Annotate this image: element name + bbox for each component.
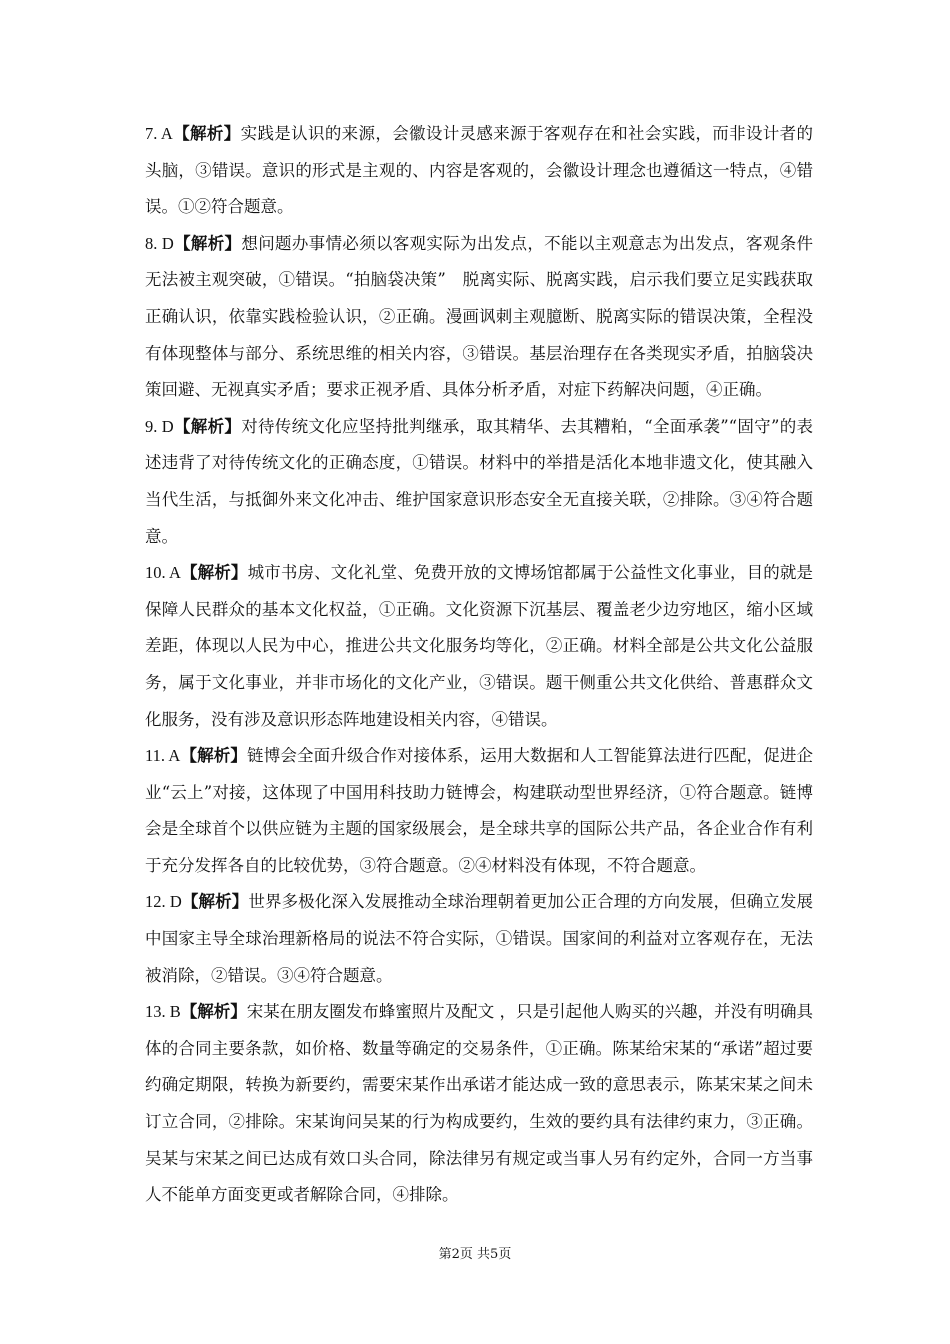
answer-label: 12. D (145, 892, 182, 912)
answer-label: 13. B (145, 1002, 181, 1022)
answer-item-9 (145, 409, 813, 555)
analysis-tag: 【解析】 (180, 1002, 247, 1022)
answer-label: 11. A (145, 746, 181, 766)
analysis-tag: 【解析】 (173, 416, 242, 436)
analysis-tag: 【解析】 (181, 892, 249, 912)
answer-paragraph (145, 884, 813, 994)
analysis-tag: 【解析】 (172, 124, 241, 143)
answer-text: 世界多极化深入发展推动全球治理朝着更加公正合理的方向发展，但确立发展中国家主导全球治理新格局的说法不符合实际，①错误。国家间的利益对立客观存在，无法被消除，②错误。③④符合题意。 (145, 892, 814, 985)
answer-item-12 (145, 884, 813, 994)
answer-label: 8. D (145, 233, 174, 253)
answer-item-11 (145, 738, 813, 884)
answer-label: 7. A (145, 124, 173, 143)
answer-text: 想问题办事情必须以客观实际为出发点，不能以主观意志为出发点，客观条件无法被主观突破，①错误。“拍脑袋决策” 脱离实际、脱离实践，启示我们要立足实践获取正确认识，依靠实践检验认识，②正确。漫画讽刺主观臆断、脱离实际的错误决策，全程没有体现整体与部分、系统思维的相关内容，③错误。基层治理存在各类现实矛盾，拍脑袋决策回避、无视真实矛盾；要求正视矛盾、具体分析矛盾，对症下药解决问题，④正确。 (145, 233, 814, 400)
answer-paragraph (145, 226, 813, 409)
page-footer: 第2页 共5页 (438, 1247, 512, 1262)
analysis-tag: 【解析】 (180, 563, 248, 583)
answer-item-7 (145, 116, 813, 226)
answer-paragraph (145, 409, 813, 555)
analysis-tag: 【解析】 (180, 746, 248, 766)
answer-label: 10. A (145, 563, 181, 583)
answer-item-10 (145, 555, 813, 738)
answer-paragraph (145, 994, 813, 1214)
answer-text: 实践是认识的来源，会徽设计灵感来源于客观存在和社会实践，而非设计者的头脑，③错误。意识的形式是主观的、内容是客观的，会徽设计理念也遵循这一特点，④错误。①②符合题意。 (145, 124, 814, 217)
answer-paragraph (145, 555, 813, 738)
analysis-tag: 【解析】 (173, 233, 242, 253)
answer-text: 宋某在朋友圈发布蜂蜜照片及配文 ，只是引起他人购买的兴趣，并没有明确具体的合同主要条款，如价格、数量等确定的交易条件，①正确。陈某给宋某的“承诺”超过要约确定期限，转换为新要约，需要宋某作出承诺才能达成一致的意思表示，陈某宋某之间未订立合同，②排除。宋某询问吴某的行为构成要约，生效的要约具有法律约束力，③正确。吴某与宋某之间已达成有效口头合同，除法律另有规定或当事人另有约定外，合同一方当事人不能单方面变更或者解除合同，④排除。 (145, 1002, 814, 1205)
answer-item-8 (145, 226, 813, 409)
answer-text: 城市书房、文化礼堂、免费开放的文博场馆都属于公益性文化事业，目的就是保障人民群众的基本文化权益，①正确。文化资源下沉基层、覆盖老少边穷地区，缩小区域差距，体现以人民为中心，推进公共文化服务均等化，②正确。材料全部是公共文化公益服务，属于文化事业，并非市场化的文化产业，③错误。题干侧重公共文化供给、普惠群众文化服务，没有涉及意识形态阵地建设相关内容，④错误。 (145, 563, 813, 729)
answer-paragraph (145, 738, 813, 884)
answer-label: 9. D (145, 416, 174, 436)
answer-text: 链博会全面升级合作对接体系，运用大数据和人工智能算法进行匹配，促进企业“云上”对接，这体现了中国用科技助力链博会，构建联动型世界经济，①符合题意。链博会是全球首个以供应链为主题的国家级展会，是全球共享的国际公共产品，各企业合作有利于充分发挥各自的比较优势，③符合题意。②④材料没有体现，不符合题意。 (145, 746, 813, 875)
answer-paragraph (145, 116, 813, 226)
answer-list (145, 116, 813, 1214)
answer-text: 对待传统文化应坚持批判继承，取其精华、去其糟粕，“全面承袭”“固守”的表述违背了对待传统文化的正确态度，①错误。材料中的举措是活化本地非遗文化，使其融入当代生活，与抵御外来文化冲击、维护国家意识形态安全无直接关联，②排除。③④符合题意。 (145, 416, 813, 546)
answer-item-13 (145, 994, 813, 1214)
